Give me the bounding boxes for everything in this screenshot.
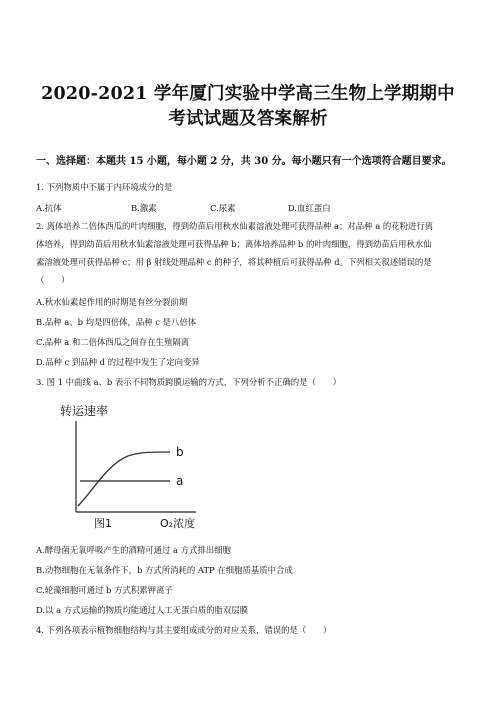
question-4-stem: 4. 下列各项表示植物细胞结构与其主要组成成分的对应关系，错误的是（ ） <box>36 625 332 635</box>
question-3-option-a: A.酵母菌无氧呼吸产生的酒精可通过 a 方式排出细胞 <box>36 545 231 555</box>
figure-xlabel: O₂浓度 <box>160 517 196 530</box>
section-header: 一、选择题：本题共 15 小题，每小题 2 分，共 30 分。每小题只有一个选项符合题目要求。 <box>36 156 452 167</box>
document-title-line2: 考试试题及答案解析 <box>168 109 328 129</box>
question-1-option-b: B.激素 <box>131 203 157 213</box>
question-3-option-d: D.以 a 方式运输的物质均能通过人工无蛋白质的脂双层膜 <box>36 605 249 615</box>
question-2-line: 2. 离体培养二倍体西瓜的叶肉细胞，得到幼苗后用秋水仙素溶液处理可获得品种 a；对品种 a 的花粉进行离 <box>36 221 434 231</box>
question-2-option-b: B.品种 a、b 均是四倍体，品种 c 是八倍体 <box>36 317 197 327</box>
question-3-option-c: C.轮藻细胞可通过 b 方式积累钾离子 <box>36 585 173 595</box>
document-title-line1: 2020-2021 学年厦门实验中学高三生物上学期期中 <box>41 84 455 104</box>
question-2-option-c: C.品种 a 和二倍体西瓜之间存在生殖隔离 <box>36 337 190 347</box>
question-2-line: 素溶液处理可获得品种 c；用 β 射线处理品种 c 的种子，将其种植后可获得品种 d。下列相关叙述错误的是 <box>36 257 432 267</box>
question-2-line: （ ） <box>36 275 70 285</box>
question-2-option-d: D.品种 c 到品种 d 的过程中发生了定向变异 <box>36 357 200 367</box>
question-1-stem: 1. 下列物质中不属于内环境成分的是 <box>36 182 173 192</box>
question-2-option-a: A.秋水仙素起作用的时期是有丝分裂前期 <box>36 297 188 307</box>
question-1-option-c: C.尿素 <box>210 203 236 213</box>
question-1-option-a: A.抗体 <box>36 203 62 213</box>
figure-ylabel: 转运速率 <box>60 404 109 418</box>
curve-b-label: b <box>176 445 184 459</box>
question-1-option-d: D.血红蛋白 <box>288 203 331 213</box>
figure-caption: 图1 <box>94 517 112 530</box>
question-3-stem: 3. 图 1 中曲线 a、b 表示不同物质跨膜运输的方式，下列分析不正确的是（ ） <box>36 377 341 387</box>
question-2-line: 体培养，得到幼苗后用秋水仙素溶液处理可获得品种 b；离体培养品种 b 的叶肉细胞，得到幼苗后用秋水仙 <box>36 239 432 249</box>
curve-b <box>78 452 170 506</box>
question-3-option-b: B.动物细胞在无氧条件下，b 方式所消耗的 ATP 在细胞质基质中合成 <box>36 565 293 575</box>
curve-a-label: a <box>176 474 184 488</box>
